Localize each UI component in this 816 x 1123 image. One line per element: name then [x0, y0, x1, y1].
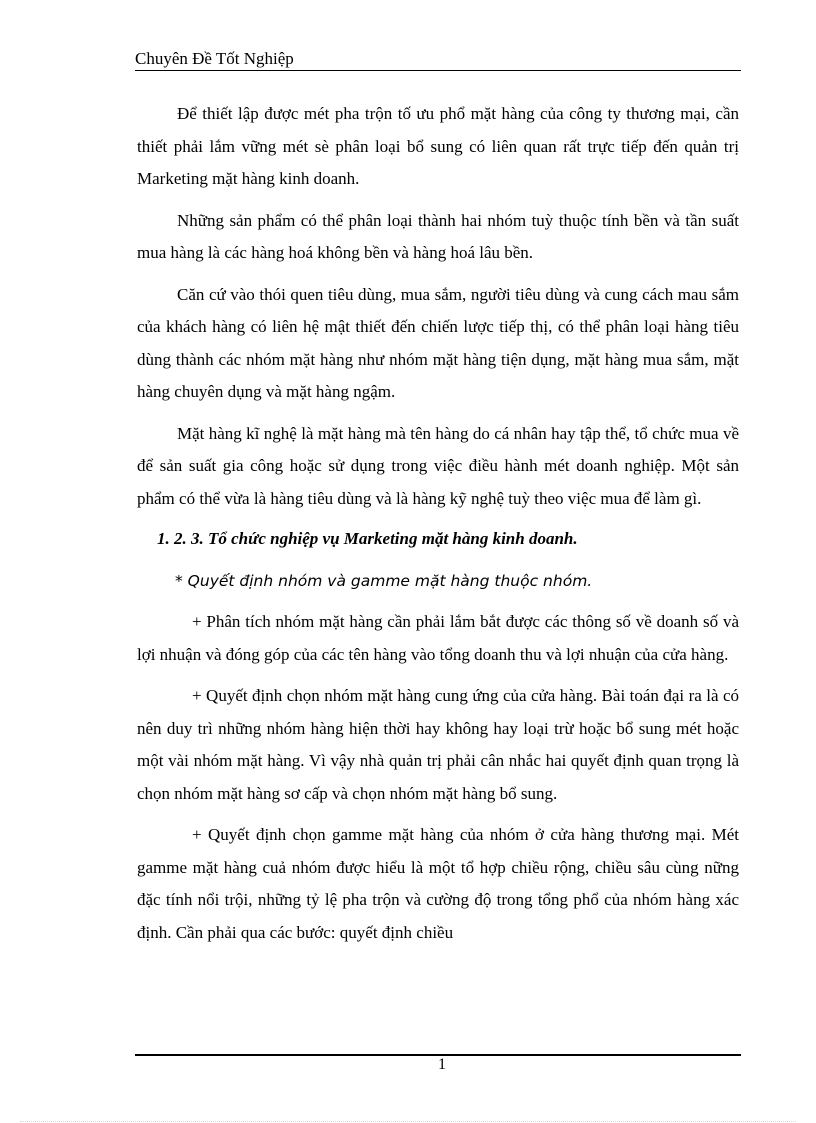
page-body	[137, 98, 739, 949]
paragraph-7: + Quyết định chọn gamme mặt hàng của nhóm ở cửa hàng thương mại. Mét gamme mặt hàng cuả nhóm được hiểu là một tổ hợp chiều rộng, chiều sâu cùng nững đặc tính nổi trội, những tỷ lệ pha trộn và cường độ trong tổng phổ của nhóm hàng xác định. Cần phải qua các bước: quyết định chiều	[137, 825, 739, 942]
paragraph-3: Căn cứ vào thói quen tiêu dùng, mua sắm, người tiêu dùng và cung cách mau sắm của khách hàng có liên hệ mật thiết đến chiến lược tiếp thị, có thể phân loại hàng tiêu dùng thành các nhóm mặt hàng như nhóm mặt hàng tiện dụng, mặt hàng mua sắm, mặt hàng chuyên dụng và mặt hàng ngậm.	[137, 284, 739, 401]
paragraph-5: + Phân tích nhóm mặt hàng cần phải lắm bắt được các thông số về doanh số và lợi nhuận và đóng góp của các tên hàng vào tổng doanh thu và lợi nhuận của cửa hàng.	[137, 612, 739, 664]
paragraph-2: Những sản phẩm có thể phân loại thành hai nhóm tuỳ thuộc tính bền và tần suất mua hàng là các hàng hoá không bền và hàng hoá lâu bền.	[137, 210, 739, 262]
paragraph-6: + Quyết định chọn nhóm mặt hàng cung ứng của cửa hàng. Bài toán đại ra là có nên duy trì những nhóm hàng hiện thời hay không hay loại trừ hoặc bổ sung mét hoặc một vài nhóm mặt hàng. Vì vậy nhà quản trị phải cân nhắc hai quyết định quan trọng là chọn nhóm mặt hàng sơ cấp và chọn nhóm mặt hàng bổ sung.	[137, 686, 739, 803]
paragraph-4: Mặt hàng kĩ nghệ là mặt hàng mà tên hàng do cá nhân hay tập thể, tổ chức mua về để sản suất gia công hoặc sử dụng trong việc điều hành mét doanh nghiệp. Một sản phẩm có thể vừa là hàng tiêu dùng và là hàng kỹ nghệ tuỳ theo việc mua để làm gì.	[137, 423, 739, 508]
page-bottom-edge	[20, 1121, 796, 1122]
running-header: Chuyên Đề Tốt Nghiệp	[135, 49, 294, 68]
header-rule	[135, 70, 741, 71]
paragraph-1: Để thiết lập được mét pha trộn tố ưu phổ mặt hàng của công ty thương mại, cần thiết phải lắm vững mét sè phân loại bổ sung có liên quan rất trực tiếp đến quản trị Marketing mặt hàng kinh doanh.	[137, 104, 739, 188]
section-heading: 1. 2. 3. Tổ chức nghiệp vụ Marketing mặt hàng kinh doanh.	[157, 529, 578, 548]
page-number: 1	[438, 1056, 446, 1073]
italic-note: * Quyết định nhóm và gamme mặt hàng thuộc nhóm.	[175, 571, 593, 590]
